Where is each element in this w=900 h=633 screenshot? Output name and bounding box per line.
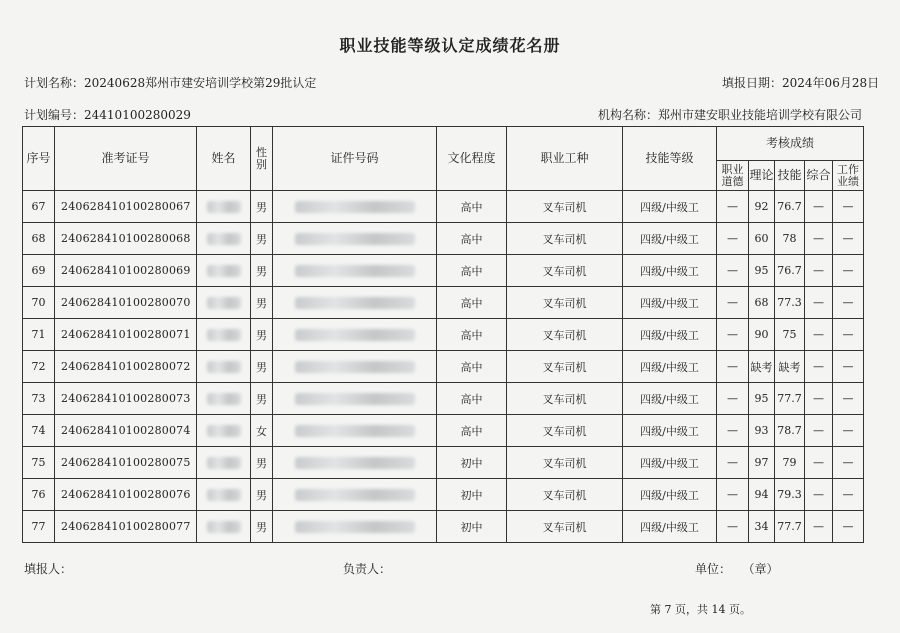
redaction-blur: [295, 297, 415, 309]
cell-skill: 77.3: [775, 287, 805, 319]
cell-id-redacted: [273, 255, 437, 287]
org-line: [598, 106, 862, 123]
cell-skill-level: 四级/中级工: [623, 447, 717, 479]
plan-no-label: 计划编号：: [24, 108, 85, 122]
cell-seq: 75: [23, 447, 55, 479]
document-title: 职业技能等级认定成绩花名册: [339, 36, 561, 55]
cell-education: 高中: [437, 351, 507, 383]
header-skill-level: 技能等级: [623, 127, 717, 191]
cell-occupation: 叉车司机: [507, 287, 623, 319]
cell-education: 高中: [437, 287, 507, 319]
cell-work-performance: —: [833, 319, 864, 351]
table-row: [23, 415, 864, 447]
cell-work-performance: —: [833, 511, 864, 543]
cell-name-redacted: [197, 511, 251, 543]
cell-gender: 男: [251, 383, 273, 415]
cell-work-performance: —: [833, 287, 864, 319]
cell-id-redacted: [273, 223, 437, 255]
cell-comprehensive: —: [805, 511, 833, 543]
plan-name-label: 计划名称：: [24, 76, 85, 90]
redaction-blur: [295, 233, 415, 245]
cell-gender: 男: [251, 351, 273, 383]
cell-id-redacted: [273, 383, 437, 415]
table-row: [23, 287, 864, 319]
cell-skill: 75: [775, 319, 805, 351]
cell-work-performance: —: [833, 447, 864, 479]
cell-seq: 77: [23, 511, 55, 543]
cell-ethics: —: [717, 511, 749, 543]
redaction-blur: [207, 329, 241, 341]
cell-education: 高中: [437, 191, 507, 223]
redaction-blur: [207, 201, 241, 213]
plan-no-line: [24, 106, 191, 123]
redaction-blur: [207, 425, 241, 437]
header-gender: 性别: [251, 127, 273, 191]
cell-theory: 92: [749, 191, 775, 223]
redaction-blur: [295, 201, 415, 213]
cell-work-performance: —: [833, 255, 864, 287]
cell-ethics: —: [717, 447, 749, 479]
cell-skill: 76.7: [775, 255, 805, 287]
seal-placeholder: （章）: [742, 562, 779, 576]
cell-skill-level: 四级/中级工: [623, 479, 717, 511]
cell-comprehensive: —: [805, 351, 833, 383]
cell-skill-level: 四级/中级工: [623, 223, 717, 255]
cell-seq: 72: [23, 351, 55, 383]
cell-skill-level: 四级/中级工: [623, 511, 717, 543]
score-roster-table: [22, 126, 864, 543]
cell-occupation: 叉车司机: [507, 319, 623, 351]
cell-comprehensive: —: [805, 223, 833, 255]
cell-gender: 男: [251, 447, 273, 479]
cell-work-performance: —: [833, 479, 864, 511]
cell-id-redacted: [273, 511, 437, 543]
cell-occupation: 叉车司机: [507, 383, 623, 415]
cell-theory: 95: [749, 255, 775, 287]
cell-education: 初中: [437, 511, 507, 543]
cell-education: 高中: [437, 383, 507, 415]
cell-gender: 女: [251, 415, 273, 447]
cell-skill: 77.7: [775, 383, 805, 415]
cell-ethics: —: [717, 383, 749, 415]
cell-seq: 70: [23, 287, 55, 319]
cell-occupation: 叉车司机: [507, 479, 623, 511]
cell-name-redacted: [197, 447, 251, 479]
cell-ethics: —: [717, 415, 749, 447]
cell-name-redacted: [197, 223, 251, 255]
cell-seq: 76: [23, 479, 55, 511]
cell-occupation: 叉车司机: [507, 447, 623, 479]
cell-comprehensive: —: [805, 479, 833, 511]
cell-id-redacted: [273, 287, 437, 319]
cell-work-performance: —: [833, 351, 864, 383]
table-row: [23, 383, 864, 415]
cell-seq: 67: [23, 191, 55, 223]
cell-gender: 男: [251, 287, 273, 319]
redaction-blur: [207, 457, 241, 469]
header-seq: 序号: [23, 127, 55, 191]
header-assessment: 考核成绩: [717, 127, 864, 161]
cell-theory: 95: [749, 383, 775, 415]
cell-occupation: 叉车司机: [507, 415, 623, 447]
responsible-label: 负责人：: [343, 562, 392, 576]
cell-seq: 68: [23, 223, 55, 255]
header-theory: 理论: [749, 161, 775, 191]
cell-id-redacted: [273, 319, 437, 351]
cell-ticket: 240628410100280076: [55, 479, 197, 511]
page-number: 第 7 页，共 14 页。: [650, 603, 751, 616]
cell-theory: 68: [749, 287, 775, 319]
redaction-blur: [207, 233, 241, 245]
org-label: 机构名称：: [598, 108, 659, 122]
unit-label: 单位：: [695, 562, 732, 576]
cell-work-performance: —: [833, 191, 864, 223]
cell-name-redacted: [197, 319, 251, 351]
redaction-blur: [207, 521, 241, 533]
table-row: [23, 191, 864, 223]
redaction-blur: [295, 265, 415, 277]
roster-body: [23, 191, 864, 543]
cell-ticket: 240628410100280075: [55, 447, 197, 479]
cell-occupation: 叉车司机: [507, 511, 623, 543]
cell-gender: 男: [251, 319, 273, 351]
cell-id-redacted: [273, 191, 437, 223]
cell-education: 高中: [437, 415, 507, 447]
cell-id-redacted: [273, 479, 437, 511]
cell-skill: 79.3: [775, 479, 805, 511]
cell-skill: 79: [775, 447, 805, 479]
cell-ethics: —: [717, 223, 749, 255]
cell-name-redacted: [197, 415, 251, 447]
cell-ethics: —: [717, 255, 749, 287]
cell-ticket: 240628410100280072: [55, 351, 197, 383]
cell-comprehensive: —: [805, 287, 833, 319]
header-comprehensive: 综合: [805, 161, 833, 191]
redaction-blur: [295, 329, 415, 341]
plan-name-line: [24, 74, 316, 91]
cell-comprehensive: —: [805, 447, 833, 479]
report-date-label: 填报日期：: [722, 76, 783, 90]
cell-gender: 男: [251, 223, 273, 255]
cell-skill: 77.7: [775, 511, 805, 543]
table-row: [23, 223, 864, 255]
table-row: [23, 351, 864, 383]
cell-ethics: —: [717, 351, 749, 383]
cell-education: 高中: [437, 319, 507, 351]
cell-education: 初中: [437, 447, 507, 479]
cell-id-redacted: [273, 351, 437, 383]
cell-name-redacted: [197, 287, 251, 319]
header-ticket: 准考证号: [55, 127, 197, 191]
header-ethics: 职业道德: [717, 161, 749, 191]
table-row: [23, 319, 864, 351]
cell-occupation: 叉车司机: [507, 223, 623, 255]
report-date-value: 2024年06月28日: [782, 76, 880, 90]
header-id-no: 证件号码: [273, 127, 437, 191]
org-name: 郑州市建安职业技能培训学校有限公司: [658, 108, 863, 122]
cell-skill: 76.7: [775, 191, 805, 223]
cell-comprehensive: —: [805, 191, 833, 223]
redaction-blur: [207, 361, 241, 373]
header-name: 姓名: [197, 127, 251, 191]
cell-education: 高中: [437, 223, 507, 255]
cell-seq: 71: [23, 319, 55, 351]
plan-no-value: 24410100280029: [84, 108, 191, 122]
cell-theory: 60: [749, 223, 775, 255]
cell-theory: 90: [749, 319, 775, 351]
cell-skill: 缺考: [775, 351, 805, 383]
cell-gender: 男: [251, 511, 273, 543]
cell-occupation: 叉车司机: [507, 255, 623, 287]
cell-ethics: —: [717, 319, 749, 351]
cell-name-redacted: [197, 351, 251, 383]
table-row: [23, 447, 864, 479]
cell-ethics: —: [717, 191, 749, 223]
redaction-blur: [207, 393, 241, 405]
cell-ethics: —: [717, 479, 749, 511]
redaction-blur: [295, 489, 415, 501]
cell-skill: 78.7: [775, 415, 805, 447]
redaction-blur: [207, 489, 241, 501]
cell-ticket: 240628410100280071: [55, 319, 197, 351]
plan-name-value: 20240628郑州市建安培训学校第29批认定: [84, 76, 317, 90]
filler-label: 填报人：: [24, 562, 73, 576]
cell-ticket: 240628410100280069: [55, 255, 197, 287]
cell-name-redacted: [197, 191, 251, 223]
report-date-line: [722, 74, 879, 91]
redaction-blur: [295, 457, 415, 469]
cell-work-performance: —: [833, 415, 864, 447]
header-education: 文化程度: [437, 127, 507, 191]
cell-work-performance: —: [833, 223, 864, 255]
header-occupation: 职业工种: [507, 127, 623, 191]
cell-name-redacted: [197, 479, 251, 511]
table-row: [23, 511, 864, 543]
cell-id-redacted: [273, 447, 437, 479]
redaction-blur: [207, 297, 241, 309]
cell-comprehensive: —: [805, 255, 833, 287]
redaction-blur: [295, 425, 415, 437]
cell-comprehensive: —: [805, 319, 833, 351]
cell-skill-level: 四级/中级工: [623, 351, 717, 383]
cell-seq: 74: [23, 415, 55, 447]
redaction-blur: [207, 265, 241, 277]
cell-skill-level: 四级/中级工: [623, 287, 717, 319]
redaction-blur: [295, 361, 415, 373]
cell-theory: 97: [749, 447, 775, 479]
redaction-blur: [295, 393, 415, 405]
cell-skill-level: 四级/中级工: [623, 191, 717, 223]
cell-ticket: 240628410100280073: [55, 383, 197, 415]
cell-work-performance: —: [833, 383, 864, 415]
unit-line: [695, 560, 778, 577]
redaction-blur: [295, 521, 415, 533]
cell-skill: 78: [775, 223, 805, 255]
cell-comprehensive: —: [805, 383, 833, 415]
cell-theory: 34: [749, 511, 775, 543]
cell-occupation: 叉车司机: [507, 191, 623, 223]
cell-ticket: 240628410100280070: [55, 287, 197, 319]
header-skill: 技能: [775, 161, 805, 191]
cell-id-redacted: [273, 415, 437, 447]
table-row: [23, 255, 864, 287]
cell-education: 高中: [437, 255, 507, 287]
cell-gender: 男: [251, 479, 273, 511]
cell-ethics: —: [717, 287, 749, 319]
cell-seq: 69: [23, 255, 55, 287]
cell-comprehensive: —: [805, 415, 833, 447]
cell-name-redacted: [197, 255, 251, 287]
header-work-performance: 工作业绩: [833, 161, 864, 191]
cell-ticket: 240628410100280068: [55, 223, 197, 255]
cell-ticket: 240628410100280067: [55, 191, 197, 223]
cell-education: 初中: [437, 479, 507, 511]
cell-skill-level: 四级/中级工: [623, 255, 717, 287]
cell-name-redacted: [197, 383, 251, 415]
cell-gender: 男: [251, 191, 273, 223]
cell-theory: 93: [749, 415, 775, 447]
cell-skill-level: 四级/中级工: [623, 383, 717, 415]
table-row: [23, 479, 864, 511]
cell-theory: 缺考: [749, 351, 775, 383]
cell-gender: 男: [251, 255, 273, 287]
cell-ticket: 240628410100280074: [55, 415, 197, 447]
cell-skill-level: 四级/中级工: [623, 319, 717, 351]
cell-ticket: 240628410100280077: [55, 511, 197, 543]
cell-seq: 73: [23, 383, 55, 415]
cell-skill-level: 四级/中级工: [623, 415, 717, 447]
cell-occupation: 叉车司机: [507, 351, 623, 383]
cell-theory: 94: [749, 479, 775, 511]
